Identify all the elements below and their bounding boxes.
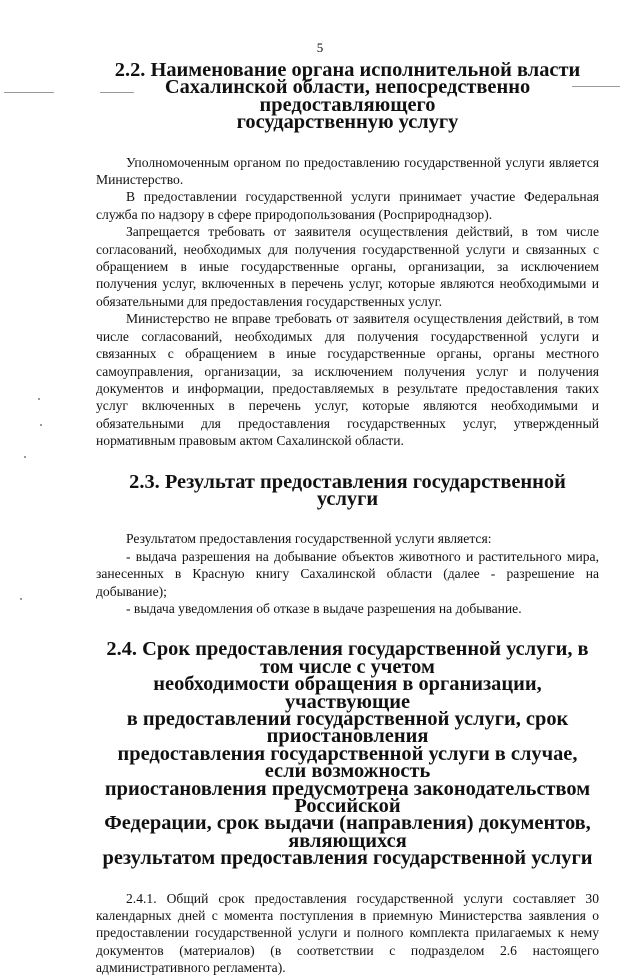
heading-line: в предоставлении государственной услуги, срок приостановления <box>126 708 569 748</box>
section-heading <box>96 59 599 134</box>
section-2-4 <box>96 638 599 976</box>
scan-dot <box>24 456 26 458</box>
paragraph: Министерство не вправе требовать от заявителя осуществления действий, в том числе согласований, необходимых для получения государственной услуги и связанных с обращением в иные государственные органы, органы местного самоуправления, организации, за исключением получения услуг и получения документов и информации, предоставляемых в результате предоставления таких услуг включенных в перечень услуг, которые являются необходимыми и обязательными для предоставления государственных услуг, утвержденный нормативным правовым актом Сахалинской области. <box>96 311 599 449</box>
heading-line: Сахалинской области, непосредственно предоставляющего <box>164 76 531 116</box>
heading-line: Федерации, срок выдачи (направления) документов, являющихся <box>104 812 591 852</box>
section-heading <box>96 470 599 510</box>
section-2-3 <box>96 470 599 618</box>
paragraph: В предоставлении государственной услуги принимает участие Федеральная служба по надзору в сфере природопользования (Росприроднадзор). <box>96 189 599 222</box>
page-number: 5 <box>316 40 324 55</box>
heading-line: необходимости обращения в организации, участвующие <box>153 673 542 713</box>
heading-line: 2.4. Срок предоставления государственной услуги, в том числе с учетом <box>106 638 589 678</box>
list-item: - выдача уведомления об отказе в выдаче разрешения на добывание. <box>126 600 522 616</box>
paragraph: Запрещается требовать от заявителя осуществления действий, в том числе согласований, необходимых для получения государственной услуги и связанных с обращением в иные государственные органы, организации, за исключением получения услуг, включенных в перечень услуг, которые являются необходимыми и обязательными для предоставления государственных услуг. <box>96 224 599 309</box>
scan-dot <box>20 598 22 600</box>
list-item: - выдача разрешения на добывание объектов животного и растительного мира, занесенных в Красную книгу Сахалинской области (далее - разрешение на добывание); <box>96 548 599 599</box>
paragraph: Результатом предоставления государственной услуги является: <box>126 531 492 547</box>
section-heading <box>96 638 599 870</box>
section-2-2 <box>96 59 599 450</box>
paragraph: 2.4.1. Общий срок предоставления государственной услуги составляет 30 календарных дней с момента поступления в приемную Министерства заявления о предоставлении государственной услуги и полного комплекта прилагаемых к нему документов (материалов) (в соответствии с подразделом 2.6 настоящего административного регламента). <box>96 890 599 976</box>
heading-line: приостановления предусмотрена законодательством Российской <box>104 777 591 818</box>
heading-line: 2.2. Наименование органа исполнительной власти <box>114 59 581 81</box>
document-body <box>96 59 599 977</box>
heading-line: предоставления государственной услуги в случае, если возможность <box>117 742 578 783</box>
scan-artifact-left <box>4 92 54 93</box>
heading-line: 2.3. Результат предоставления государственной услуги <box>129 470 566 510</box>
paragraph: Уполномоченным органом по предоставлению государственной услуги является Министерство. <box>96 154 599 188</box>
heading-line: результатом предоставления государственной услуги <box>102 847 593 870</box>
heading-line: государственную услугу <box>236 111 459 134</box>
scan-dot <box>40 424 42 426</box>
scan-dot <box>38 398 40 400</box>
